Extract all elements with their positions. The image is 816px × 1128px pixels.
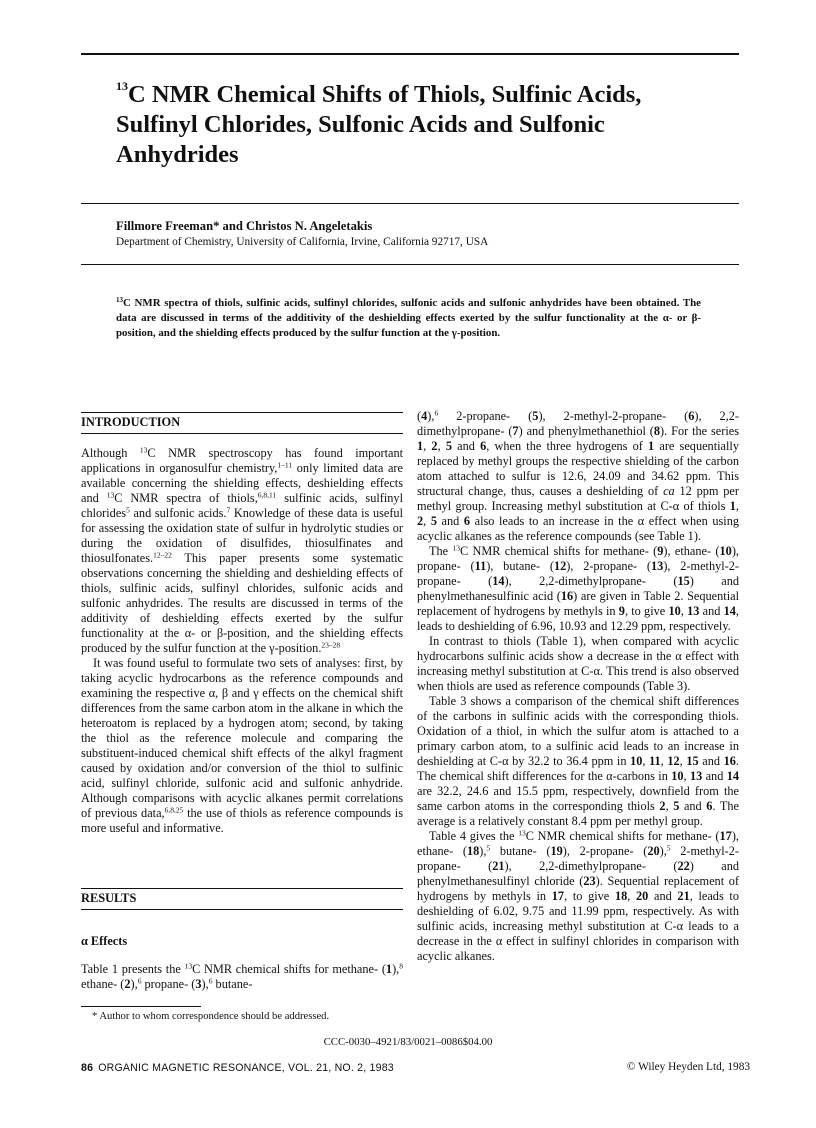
article-title: $^{13}$C NMR Chemical Shifts of Thiols, Sulfinic Acids, Sulfinyl Chlorides, Sulfonic Acids and Sulfonic Anhydrides (116, 79, 642, 168)
affiliation: Department of Chemistry, University of California, Irvine, California 92717, USA (116, 236, 489, 248)
alpha-body: Table 1 presents the $^{13}$C NMR chemical shifts for methane- (1),$^8$ ethane- (2),$^6$ propane- (3),$^6$ butane- (81, 961, 403, 991)
copyright: © Wiley Heyden Ltd, 1983 (626, 1061, 750, 1073)
intro-body: Although $^{13}$C NMR spectroscopy has found important applications in organosulfur chemistry,$^{1-11}$ only limited data are available concerning the shielding effects, deshielding effects and $^{13}$C NMR spectra of thiols,$^{6,8,11}$ sulfinic acids, sulfinyl chlorides$^5$ and sulfonic acids.$^7$ Knowledge of these data is useful for assessing the oxidation state of sulfur in hydrolytic studies or during the oxidation of disulfides, thiosulfinates and thiosulfonates.$^{12-22}$ This paper presents some systematic observations concerning the shielding and deshielding effects of thiols, sulfinic acids, sulfinyl chlorides, sulfonic acids and sulfonic anhydrides. The results are discussed in terms of the additivity of deshielding effects exerted by the sulfur functionality at the α- or β-position, and the shielding effects produced by the sulfur function at the γ-position.$^{23-28}$ It was found useful to formulate two sets of analyses: first, by taking acyclic hydrocarbons as the reference compounds and examining the respective α, β and γ effects on the chemical shift differences from the same carbon atom in the alkane in which the heteroatom is replaced by a hydrogen atom; second, by taking the thiol as the reference molecule and comparing the substituent-induced chemical shift effects of the alkyl fragment caused by oxidation and/or conversion of the thiol to sulfinic acid, sulfinyl chloride, sulfonic acid and sulfonic anhydride. Although comparisons with acyclic alkanes permit correlations of previous data,$^{6,8,25}$ the use of thiols as reference compounds is more useful and informative. (81, 445, 404, 835)
introduction-heading: INTRODUCTION (81, 415, 181, 429)
authors: Fillmore Freeman* and Christos N. Angeletakis (116, 219, 373, 233)
results-heading: RESULTS (81, 891, 137, 905)
top-rule (81, 53, 739, 55)
intro-rule-bottom (81, 433, 403, 434)
right-column: (4),$^6$ 2-propane- (5), 2-methyl-2-propane- (6), 2,2-dimethylpropane- (7) and phenylmethanethiol (8). For the series 1, 2, 5 and 6, when the three hydrogens of 1 are sequentially replaced by methyl groups the respective shielding of the carbon atom attached to sulfur is 12.6, 24.09 and 34.62 ppm. This structural change, thus, causes a deshielding of ca 12 ppm per methyl group. Increasing methyl substitution at C-α of thiols 1, 2, 5 and 6 also leads to an increase in the α effect when using acyclic alkanes as the reference compounds (see Table 1). The $^{13}$C NMR chemical shifts for methane- (9), ethane- (10), propane- (11), butane- (12), 2-propane- (13), 2-methyl-2-propane- (14), 2,2-dimethylpropane- (15) and phenylmethanesulfinic acid (16) are given in Table 2. Sequential replacement of hydrogens by methyls in 9, to give 10, 13 and 14, leads to deshielding of 6.96, 10.93 and 12.29 ppm, respectively. In contrast to thiols (Table 1), when compared with acyclic hydrocarbons sulfinic acids show a decrease in the α effect with increasing methyl substitution at C-α. This trend is also observed when thiols are used as reference compounds (Table 3). Table 3 shows a comparison of the chemical shift differences of the carbons in sulfinic acids with the corresponding thiols. Oxidation of a thiol, in which the sulfur atom is attached to a primary carbon atom, to a sulfinic acid leads to an increase in deshielding at C-α by 32.2 to 36.4 ppm in 10, 11, 12, 15 and 16. The chemical shift differences for the α-carbons in 10, 13 and 14 are 32.2, 24.6 and 15.5 ppm, respectively, downfield from the same carbon atoms in the corresponding thiols 2, 5 and 6. The average is a relatively constant 8.4 ppm per methyl group. Table 4 gives the $^{13}$C NMR chemical shifts for methane- (17), ethane- (18),$^5$ butane- (19), 2-propane- (20),$^5$ 2-methyl-2-propane- (21), 2,2-dimethylpropane- (22) and phenylmethanesulfinyl chloride (23). Sequential replacement of hydrogens by methyls in 17, to give 18, 20 and 21, leads to deshielding of 6.02, 9.75 and 11.99 ppm, respectively. As with sulfinic acids, increasing methyl substitution at C-α leads to a decrease in the α effect in sulfinyl chlorides in comparison with acyclic alkanes. (417, 408, 740, 963)
intro-rule-top (81, 412, 403, 413)
article-code: CCC-0030–4921/83/0021–0086$04.00 (323, 1036, 493, 1048)
title-rule (81, 203, 739, 204)
footnote-rule (81, 1006, 201, 1007)
page-number: 86 (81, 1062, 94, 1074)
results-rule-bottom (81, 909, 403, 910)
alpha-effects-heading: α Effects (81, 934, 128, 948)
abstract-rule (81, 264, 739, 265)
abstract: $^{13}$C NMR spectra of thiols, sulfinic acids, sulfinyl chlorides, sulfonic acids and sulfonic anhydrides have been obtained. The data are discussed in terms of the additivity of the deshielding effects exerted by the sulfur functionality at the α- or β-position, and the shielding effects produced by the sulfur function at the γ-position. (116, 296, 701, 339)
journal-name: ORGANIC MAGNETIC RESONANCE, VOL. 21, NO. 2, 1983 (98, 1062, 394, 1074)
footnote: * Author to whom correspondence should be addressed. (92, 1011, 330, 1022)
results-rule-top (81, 888, 403, 889)
journal-line (81, 1062, 394, 1074)
